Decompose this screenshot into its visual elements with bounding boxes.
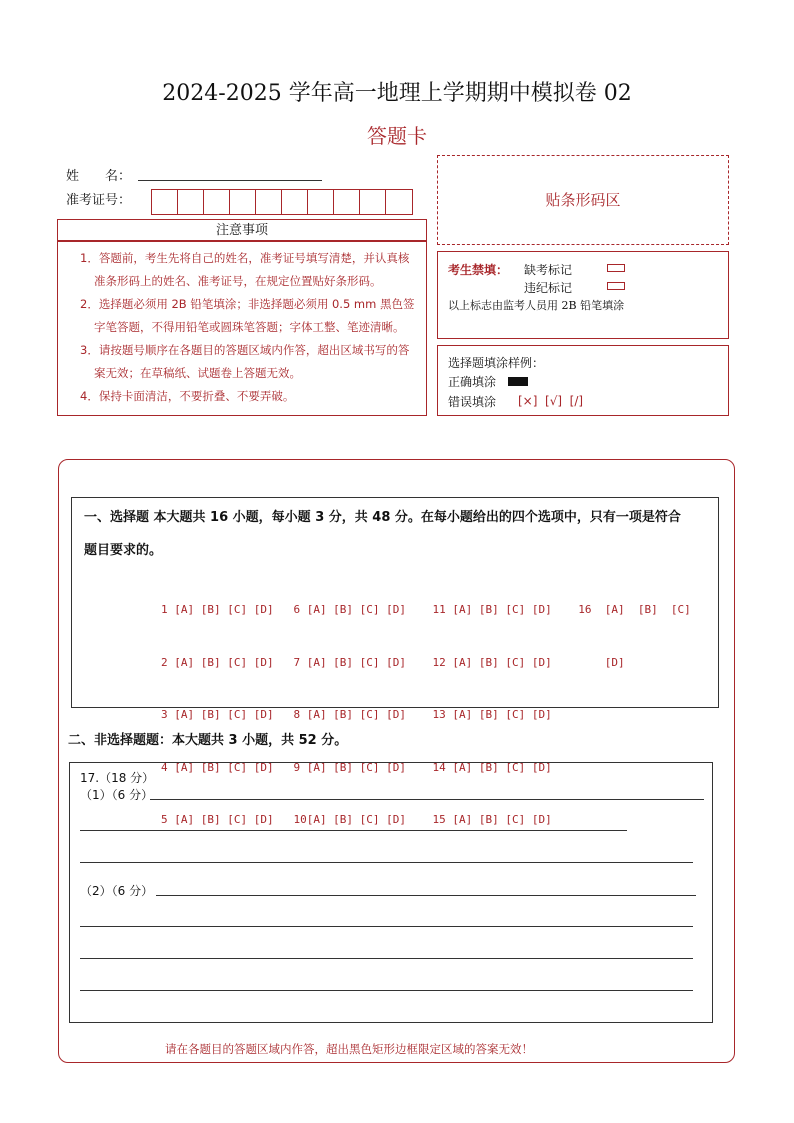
- wrong-fill-label: 错误填涂: [448, 395, 497, 409]
- notice-item: 1．答题前，考生先将自己的姓名，准考证号填写清楚，并认真核准条形码上的姓名、准考证号，在规定位置贴好条形码。: [80, 251, 410, 288]
- q17-label: 17.（18 分）: [80, 771, 155, 785]
- options-row[interactable]: 3 [A] [B] [C] [D] 8 [A] [B] [C] [D] 13 [A] [B] [C] [D]: [161, 708, 552, 721]
- answer-line[interactable]: [80, 830, 627, 831]
- section1-heading-line1: 一、选择题 本大题共 16 小题，每小题 3 分，共 48 分。在每小题给出的四个选项中，只有一项是符合: [84, 510, 681, 525]
- name-field[interactable]: [138, 180, 322, 181]
- q17-part1-label: （1）（6 分）: [80, 788, 154, 802]
- wrong-fill-samples: [×] [√] [/]: [518, 394, 584, 408]
- section2-heading: 二、非选择题题：本大题共 3 小题，共 52 分。: [68, 733, 348, 748]
- id-digit-box[interactable]: [204, 190, 230, 214]
- barcode-area: [437, 155, 729, 245]
- id-digit-box[interactable]: [308, 190, 334, 214]
- notice-item: 2．选择题必须用 2B 铅笔填涂；非选择题必须用 0.5 mm 黑色签字笔答题，不得用铅笔或圆珠笔答题；字体工整、笔迹清晰。: [80, 297, 415, 334]
- answer-line[interactable]: [150, 799, 704, 800]
- answer-line[interactable]: [80, 990, 693, 991]
- answer-line[interactable]: [80, 926, 693, 927]
- violation-mark[interactable]: [607, 282, 625, 290]
- q17-part2-label: （2）（6 分）: [80, 884, 154, 898]
- answer-line[interactable]: [80, 862, 693, 863]
- absent-mark[interactable]: [607, 264, 625, 272]
- name-label: 姓 名：: [66, 169, 132, 184]
- notice-item: 3．请按题号顺序在各题目的答题区域内作答，超出区域书写的答案无效；在草稿纸、试题卷上答题无效。: [80, 343, 410, 380]
- footer-warning: 请在各题目的答题区域内作答，超出黑色矩形边框限定区域的答案无效！: [165, 1042, 533, 1056]
- forbidden-note: 以上标志由监考人员用 2B 铅笔填涂: [448, 299, 625, 312]
- id-digit-box[interactable]: [282, 190, 308, 214]
- id-digit-box[interactable]: [152, 190, 178, 214]
- notice-item: 4．保持卡面清洁，不要折叠、不要弄破。: [80, 389, 295, 403]
- id-label: 准考证号：: [66, 193, 132, 208]
- options-row[interactable]: 5 [A] [B] [C] [D] 10[A] [B] [C] [D] 15 [A] [B] [C] [D]: [161, 813, 552, 826]
- answer-line[interactable]: [80, 958, 693, 959]
- page-title: 2024-2025 学年高一地理上学期期中模拟卷 02: [162, 81, 632, 106]
- id-digit-box[interactable]: [386, 190, 412, 214]
- id-digit-box[interactable]: [178, 190, 204, 214]
- violation-label: 违纪标记: [524, 281, 573, 295]
- answer-line[interactable]: [156, 895, 696, 896]
- options-row[interactable]: 1 [A] [B] [C] [D] 6 [A] [B] [C] [D] 11 [A] [B] [C] [D] 16 [A] [B] [C]: [161, 603, 691, 616]
- forbidden-box: [437, 251, 729, 339]
- id-digit-box[interactable]: [334, 190, 360, 214]
- notice-title-box: [57, 219, 427, 241]
- id-digit-box[interactable]: [256, 190, 282, 214]
- id-digit-box[interactable]: [230, 190, 256, 214]
- sample-title: 选择题填涂样例：: [448, 356, 545, 370]
- options-row[interactable]: 4 [A] [B] [C] [D] 9 [A] [B] [C] [D] 14 [A] [B] [C] [D]: [161, 760, 552, 774]
- options-row[interactable]: 2 [A] [B] [C] [D] 7 [A] [B] [C] [D] 12 [A] [B] [C] [D] [D]: [161, 655, 625, 669]
- section1-heading-line2: 题目要求的。: [84, 543, 163, 558]
- id-number-boxes[interactable]: [151, 189, 413, 215]
- barcode-label: 贴条形码区: [545, 191, 621, 209]
- notice-title: 注意事项: [215, 223, 268, 238]
- id-digit-box[interactable]: [360, 190, 386, 214]
- page-subtitle: 答题卡: [367, 124, 427, 148]
- question-17-box: [69, 762, 713, 1023]
- forbidden-label: 考生禁填：: [448, 263, 509, 277]
- correct-fill-label: 正确填涂: [448, 375, 497, 389]
- correct-fill-sample: [508, 377, 528, 386]
- notice-list: [80, 247, 420, 408]
- absent-label: 缺考标记: [524, 263, 573, 277]
- notice-box: [57, 241, 427, 416]
- sample-box: [437, 345, 729, 416]
